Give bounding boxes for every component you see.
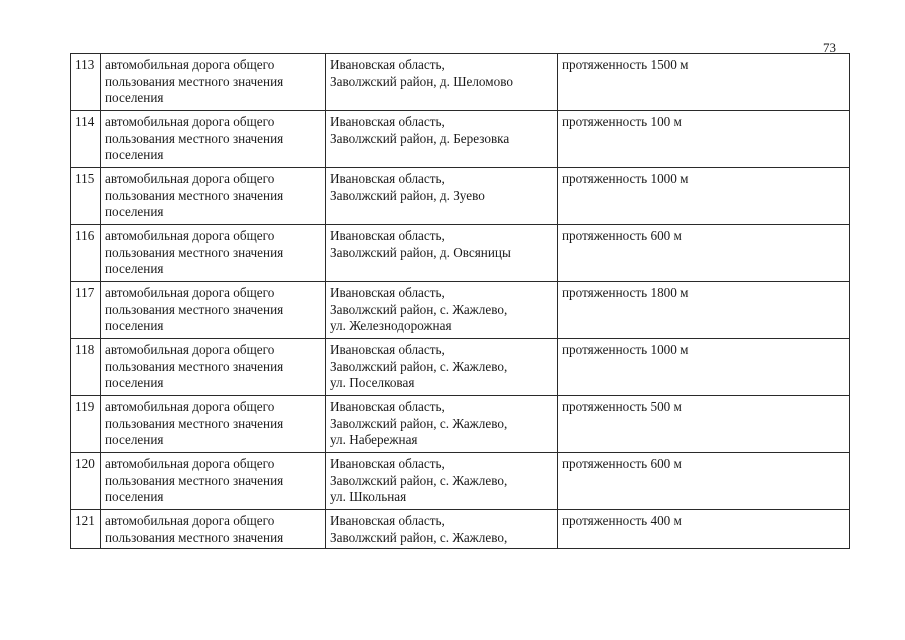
location-line: ул. Железнодорожная bbox=[330, 318, 452, 333]
road-name-line: автомобильная дорога общего bbox=[105, 171, 275, 186]
road-name-line: пользования местного значения bbox=[105, 358, 284, 374]
row-number: 117 bbox=[71, 282, 101, 339]
road-name-cell bbox=[101, 54, 326, 111]
road-name-line: пользования местного значения bbox=[105, 73, 284, 89]
road-name-cell bbox=[101, 111, 326, 168]
location-cell bbox=[326, 282, 558, 339]
length-cell: протяженность 1800 м bbox=[558, 282, 850, 339]
location-cell bbox=[326, 510, 558, 549]
road-name-cell bbox=[101, 168, 326, 225]
row-number: 116 bbox=[71, 225, 101, 282]
location-line: Заволжский район, д. Овсяницы bbox=[330, 244, 511, 260]
location-line: Заволжский район, д. Березовка bbox=[330, 130, 510, 146]
length-cell: протяженность 600 м bbox=[558, 225, 850, 282]
location-line: ул. Поселковая bbox=[330, 375, 415, 390]
location-line: Ивановская область, bbox=[330, 456, 445, 471]
location-line: Заволжский район, с. Жажлево, bbox=[330, 358, 508, 374]
row-number: 118 bbox=[71, 339, 101, 396]
table-row bbox=[71, 396, 850, 453]
road-name-line: автомобильная дорога общего bbox=[105, 342, 275, 357]
row-number: 120 bbox=[71, 453, 101, 510]
location-cell bbox=[326, 225, 558, 282]
road-name-line: поселения bbox=[105, 261, 164, 276]
location-line: ул. Школьная bbox=[330, 489, 407, 504]
page-number: 73 bbox=[823, 40, 836, 55]
road-name-line: автомобильная дорога общего bbox=[105, 285, 275, 300]
road-name-cell bbox=[101, 282, 326, 339]
road-name-line: поселения bbox=[105, 147, 164, 162]
location-line: Ивановская область, bbox=[330, 399, 445, 414]
road-name-line: пользования местного значения bbox=[105, 130, 284, 146]
location-cell bbox=[326, 453, 558, 510]
location-line: Ивановская область, bbox=[330, 57, 445, 72]
road-name-line: пользования местного значения bbox=[105, 472, 284, 488]
road-name-cell bbox=[101, 339, 326, 396]
location-cell bbox=[326, 168, 558, 225]
table-row bbox=[71, 111, 850, 168]
location-line: Ивановская область, bbox=[330, 285, 445, 300]
location-line: Заволжский район, с. Жажлево, bbox=[330, 415, 508, 431]
road-name-line: поселения bbox=[105, 318, 164, 333]
row-number: 114 bbox=[71, 111, 101, 168]
road-name-line: пользования местного значения bbox=[105, 415, 284, 431]
road-name-line: пользования местного значения bbox=[105, 244, 284, 260]
length-cell: протяженность 400 м bbox=[558, 510, 850, 549]
road-name-line: поселения bbox=[105, 489, 164, 504]
road-name-line: поселения bbox=[105, 375, 164, 390]
location-line: Заволжский район, с. Жажлево, bbox=[330, 529, 508, 545]
row-number: 121 bbox=[71, 510, 101, 549]
table-row bbox=[71, 54, 850, 111]
road-name-line: автомобильная дорога общего bbox=[105, 513, 275, 528]
road-name-cell bbox=[101, 396, 326, 453]
length-cell: протяженность 600 м bbox=[558, 453, 850, 510]
row-number: 113 bbox=[71, 54, 101, 111]
table-row bbox=[71, 453, 850, 510]
road-name-cell bbox=[101, 453, 326, 510]
road-name-line: автомобильная дорога общего bbox=[105, 57, 275, 72]
location-line: Ивановская область, bbox=[330, 513, 445, 528]
road-name-line: поселения bbox=[105, 432, 164, 447]
location-line: Заволжский район, с. Жажлево, bbox=[330, 301, 508, 317]
road-name-line: автомобильная дорога общего bbox=[105, 456, 275, 471]
table-row bbox=[71, 225, 850, 282]
location-cell bbox=[326, 396, 558, 453]
table-row bbox=[71, 510, 850, 549]
length-cell: протяженность 1500 м bbox=[558, 54, 850, 111]
location-cell bbox=[326, 339, 558, 396]
location-line: Ивановская область, bbox=[330, 228, 445, 243]
location-line: Заволжский район, с. Жажлево, bbox=[330, 472, 508, 488]
location-line: Заволжский район, д. Зуево bbox=[330, 187, 485, 203]
length-cell: протяженность 100 м bbox=[558, 111, 850, 168]
table-row bbox=[71, 339, 850, 396]
table-row bbox=[71, 168, 850, 225]
length-cell: протяженность 1000 м bbox=[558, 168, 850, 225]
table-row bbox=[71, 282, 850, 339]
road-name-line: поселения bbox=[105, 90, 164, 105]
road-name-line: автомобильная дорога общего bbox=[105, 228, 275, 243]
road-name-line: автомобильная дорога общего bbox=[105, 114, 275, 129]
location-line: Ивановская область, bbox=[330, 342, 445, 357]
location-cell bbox=[326, 111, 558, 168]
location-line: Ивановская область, bbox=[330, 114, 445, 129]
road-name-line: автомобильная дорога общего bbox=[105, 399, 275, 414]
road-name-line: пользования местного значения bbox=[105, 529, 284, 545]
location-line: ул. Набережная bbox=[330, 432, 418, 447]
roads-table bbox=[70, 53, 850, 549]
location-line: Ивановская область, bbox=[330, 171, 445, 186]
road-name-line: пользования местного значения bbox=[105, 187, 284, 203]
row-number: 115 bbox=[71, 168, 101, 225]
road-name-line: поселения bbox=[105, 204, 164, 219]
length-cell: протяженность 500 м bbox=[558, 396, 850, 453]
road-name-line: пользования местного значения bbox=[105, 301, 284, 317]
road-name-cell bbox=[101, 510, 326, 549]
row-number: 119 bbox=[71, 396, 101, 453]
length-cell: протяженность 1000 м bbox=[558, 339, 850, 396]
location-cell bbox=[326, 54, 558, 111]
location-line: Заволжский район, д. Шеломово bbox=[330, 73, 513, 89]
road-name-cell bbox=[101, 225, 326, 282]
